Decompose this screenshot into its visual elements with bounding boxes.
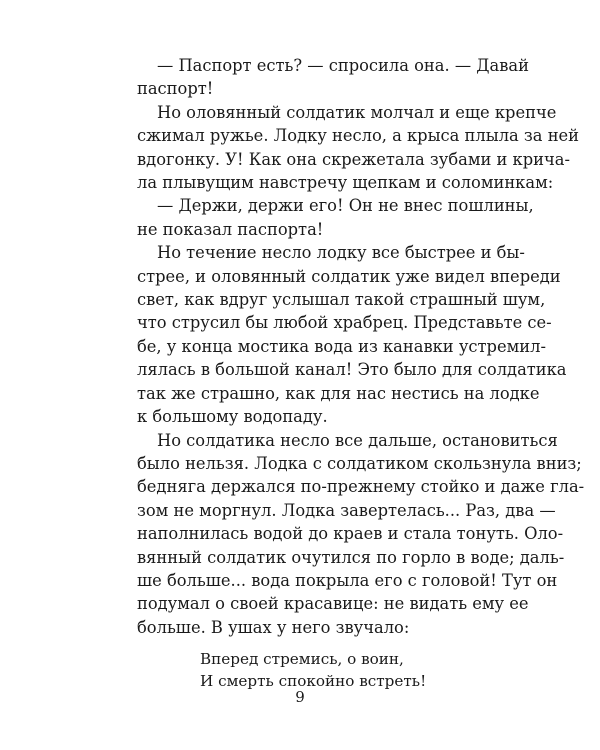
text-line: бе, у конца мостика вода из канавки устремил- xyxy=(137,336,546,356)
text-line: было нельзя. Лодка с солдатиком скользнула вниз; xyxy=(137,453,582,473)
text-line: паспорт! xyxy=(137,79,214,99)
text-line: зом не моргнул. Лодка завертелась... Раз, два — xyxy=(137,500,556,520)
text-line: — Держи, держи его! Он не внес пошлины, xyxy=(157,196,534,216)
verse-block xyxy=(200,648,481,692)
text-line: сжимал ружье. Лодку несло, а крыса плыла за ней xyxy=(137,126,580,146)
text-line: лялась в большой канал! Это было для солдатика xyxy=(137,360,567,380)
text-line: так же страшно, как для нас нестись на лодке xyxy=(137,383,540,403)
text-line: Но течение несло лодку все быстрее и бы- xyxy=(157,243,525,263)
text-line: ше больше... вода покрыла его с головой! Тут он xyxy=(137,570,558,590)
text-line: Но солдатика несло все дальше, остановиться xyxy=(157,430,558,450)
paragraph-5 xyxy=(117,429,585,640)
text-line: что струсил бы любой храбрец. Представьте се- xyxy=(137,313,552,333)
text-line: наполнилась водой до краев и стала тонуть. Оло- xyxy=(137,524,564,544)
text-line: стрее, и оловянный солдатик уже видел впереди xyxy=(137,266,561,286)
page-number: 9 xyxy=(295,688,305,706)
body-text xyxy=(117,54,585,692)
text-line: не показал паспорта! xyxy=(137,219,324,239)
text-line: больше. В ушах у него звучало: xyxy=(137,617,410,637)
paragraph-1 xyxy=(117,54,529,101)
text-line: вдогонку. У! Как она скрежетала зубами и крича- xyxy=(137,149,570,169)
text-line: вянный солдатик очутился по горло в воде; даль- xyxy=(137,547,565,567)
text-line: бедняга держался по-прежнему стойко и даже гла- xyxy=(137,477,585,497)
text-line: — Паспорт есть? — спросила она. — Давай xyxy=(157,56,529,75)
text-line: свет, как вдруг услышал такой страшный шум, xyxy=(137,290,546,310)
paragraph-2 xyxy=(117,101,580,195)
text-line: Но оловянный солдатик молчал и еще крепче xyxy=(157,102,557,122)
verse-line: И смерть спокойно встреть! xyxy=(200,672,427,691)
paragraph-3 xyxy=(117,194,534,241)
paragraph-4 xyxy=(117,241,567,428)
text-line: ла плывущим навстречу щепкам и соломинкам: xyxy=(137,173,554,193)
text-line: подумал о своей красавице: не видать ему ее xyxy=(137,594,529,614)
verse-line: Вперед стремись, о воин, xyxy=(200,650,404,669)
text-line: к большому водопаду. xyxy=(137,407,328,427)
